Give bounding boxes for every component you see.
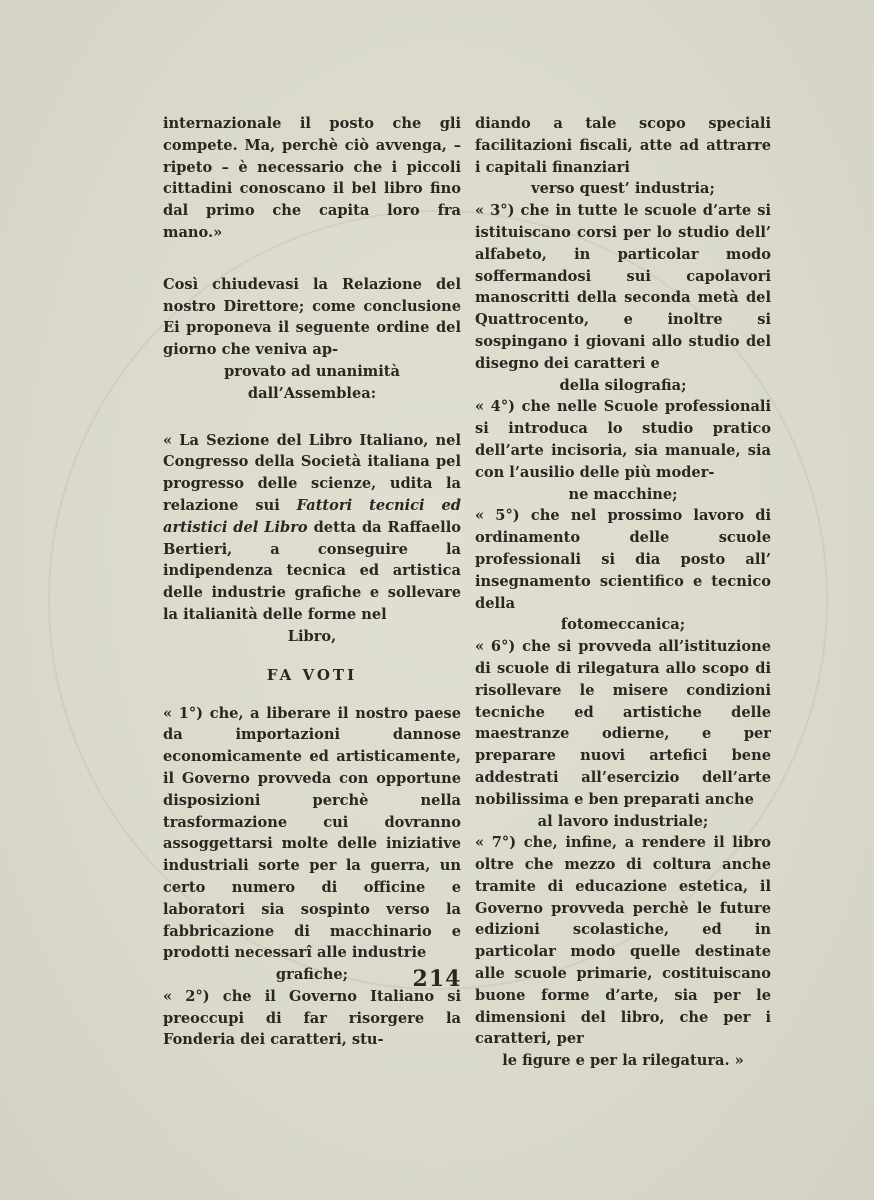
resolution-1-last-line: grafiche; xyxy=(275,966,349,984)
paragraph-sezione-last-line: Libro, xyxy=(287,627,337,645)
resolution-7-last-line: le figure e per la rilegatura. » xyxy=(502,1052,744,1070)
page-number: 214 xyxy=(412,966,462,992)
right-column xyxy=(475,113,771,1072)
resolution-2: « 2°) che il Governo Italiano si preoccupi di far risorgere la Fonderia dei caratteri, stu- xyxy=(163,987,461,1049)
resolution-7: « 7°) che, infine, a rendere il libro oltre che mezzo di coltura anche tramite di educazione estetica, il Governo provveda perchè le future edizioni scolastiche, ed in particolar modo quelle destinate alle scuole primarie, costituiscano buone forme d’arte, sia per le dimensioni del libro, che per i caratteri, per xyxy=(475,834,771,1048)
section-heading: FA VOTI xyxy=(266,665,358,684)
paragraph-relazione: Così chiudevasi la Relazione del nostro Direttore; come conclusione Ei proponeva il seguente ordine del giorno che veniva ap- xyxy=(163,275,461,359)
paragraph-relazione-last-line: provato ad unanimità dall’Assemblea: xyxy=(224,362,400,402)
sezione-text-a: « La Sezione del Libro Italiano, nel Congresso della Società italiana pel progresso delle scienze, udita la relazione sui xyxy=(163,431,461,514)
resolution-5: « 5°) che nel prossimo lavoro di ordinamento delle scuole professionali si dia posto all’ insegnamento scientifico e tecnico della xyxy=(475,507,771,612)
resolution-5-last-line: fotomeccanica; xyxy=(560,616,686,634)
paragraph-sezione xyxy=(163,430,461,626)
sezione-italic-title: Fattori tecnici ed artistici del Libro xyxy=(163,496,461,536)
resolution-2-continued: diando a tale scopo speciali facilitazioni fiscali, atte ad attrarre i capitali finanziari xyxy=(475,115,771,176)
resolution-6: « 6°) che si provveda all’istituzione di scuole di rilegatura allo scopo di risollevare le misere condizioni tecniche ed artistiche delle maestranze odierne, e per preparare nuovi artefici bene addestrati all’esercizio dell’arte nobilissima e ben preparati anche xyxy=(475,638,771,808)
left-column xyxy=(163,113,461,1051)
paragraph-closing-quote: internazionale il posto che gli compete. Ma, perchè ciò avvenga, – ripeto – è necessario che i piccoli cittadini conoscano il bel libro fino dal primo che capita loro fra mano.» xyxy=(163,115,461,241)
resolution-4: « 4°) che nelle Scuole professionali si introduca lo studio pratico dell’arte incisoria, sia manuale, sia con l’ausilio delle più moder- xyxy=(475,398,771,481)
resolution-1: « 1°) che, a liberare il nostro paese da importazioni dannose economicamente ed artisticamente, il Governo provveda con opportune disposizioni perchè nella trasformazione cui dovranno assoggettarsi molte delle iniziative industriali sorte per la guerra, un certo numero di officine e laboratori sia sospinto verso la fabbricazione di macchinario e prodotti necessarî alle industrie xyxy=(163,704,461,962)
resolution-4-last-line: ne macchine; xyxy=(568,485,678,503)
sezione-text-b: detta da Raffaello Bertieri, a conseguire la indipendenza tecnica ed artistica delle industrie grafiche e sollevare la italianità delle forme nel xyxy=(163,518,461,623)
resolution-6-last-line: al lavoro industriale; xyxy=(537,812,709,830)
resolution-2-last-line: verso quest’ industria; xyxy=(531,180,715,198)
resolution-3: « 3°) che in tutte le scuole d’arte si istituiscano corsi per lo studio dell’ alfabeto, in particolar modo soffermandosi sui capolavori manoscritti della seconda metà del Quattrocento, e inoltre si sospingano i giovani allo studio del disegno dei caratteri e xyxy=(475,202,771,372)
resolution-3-last-line: della silografia; xyxy=(559,376,687,394)
